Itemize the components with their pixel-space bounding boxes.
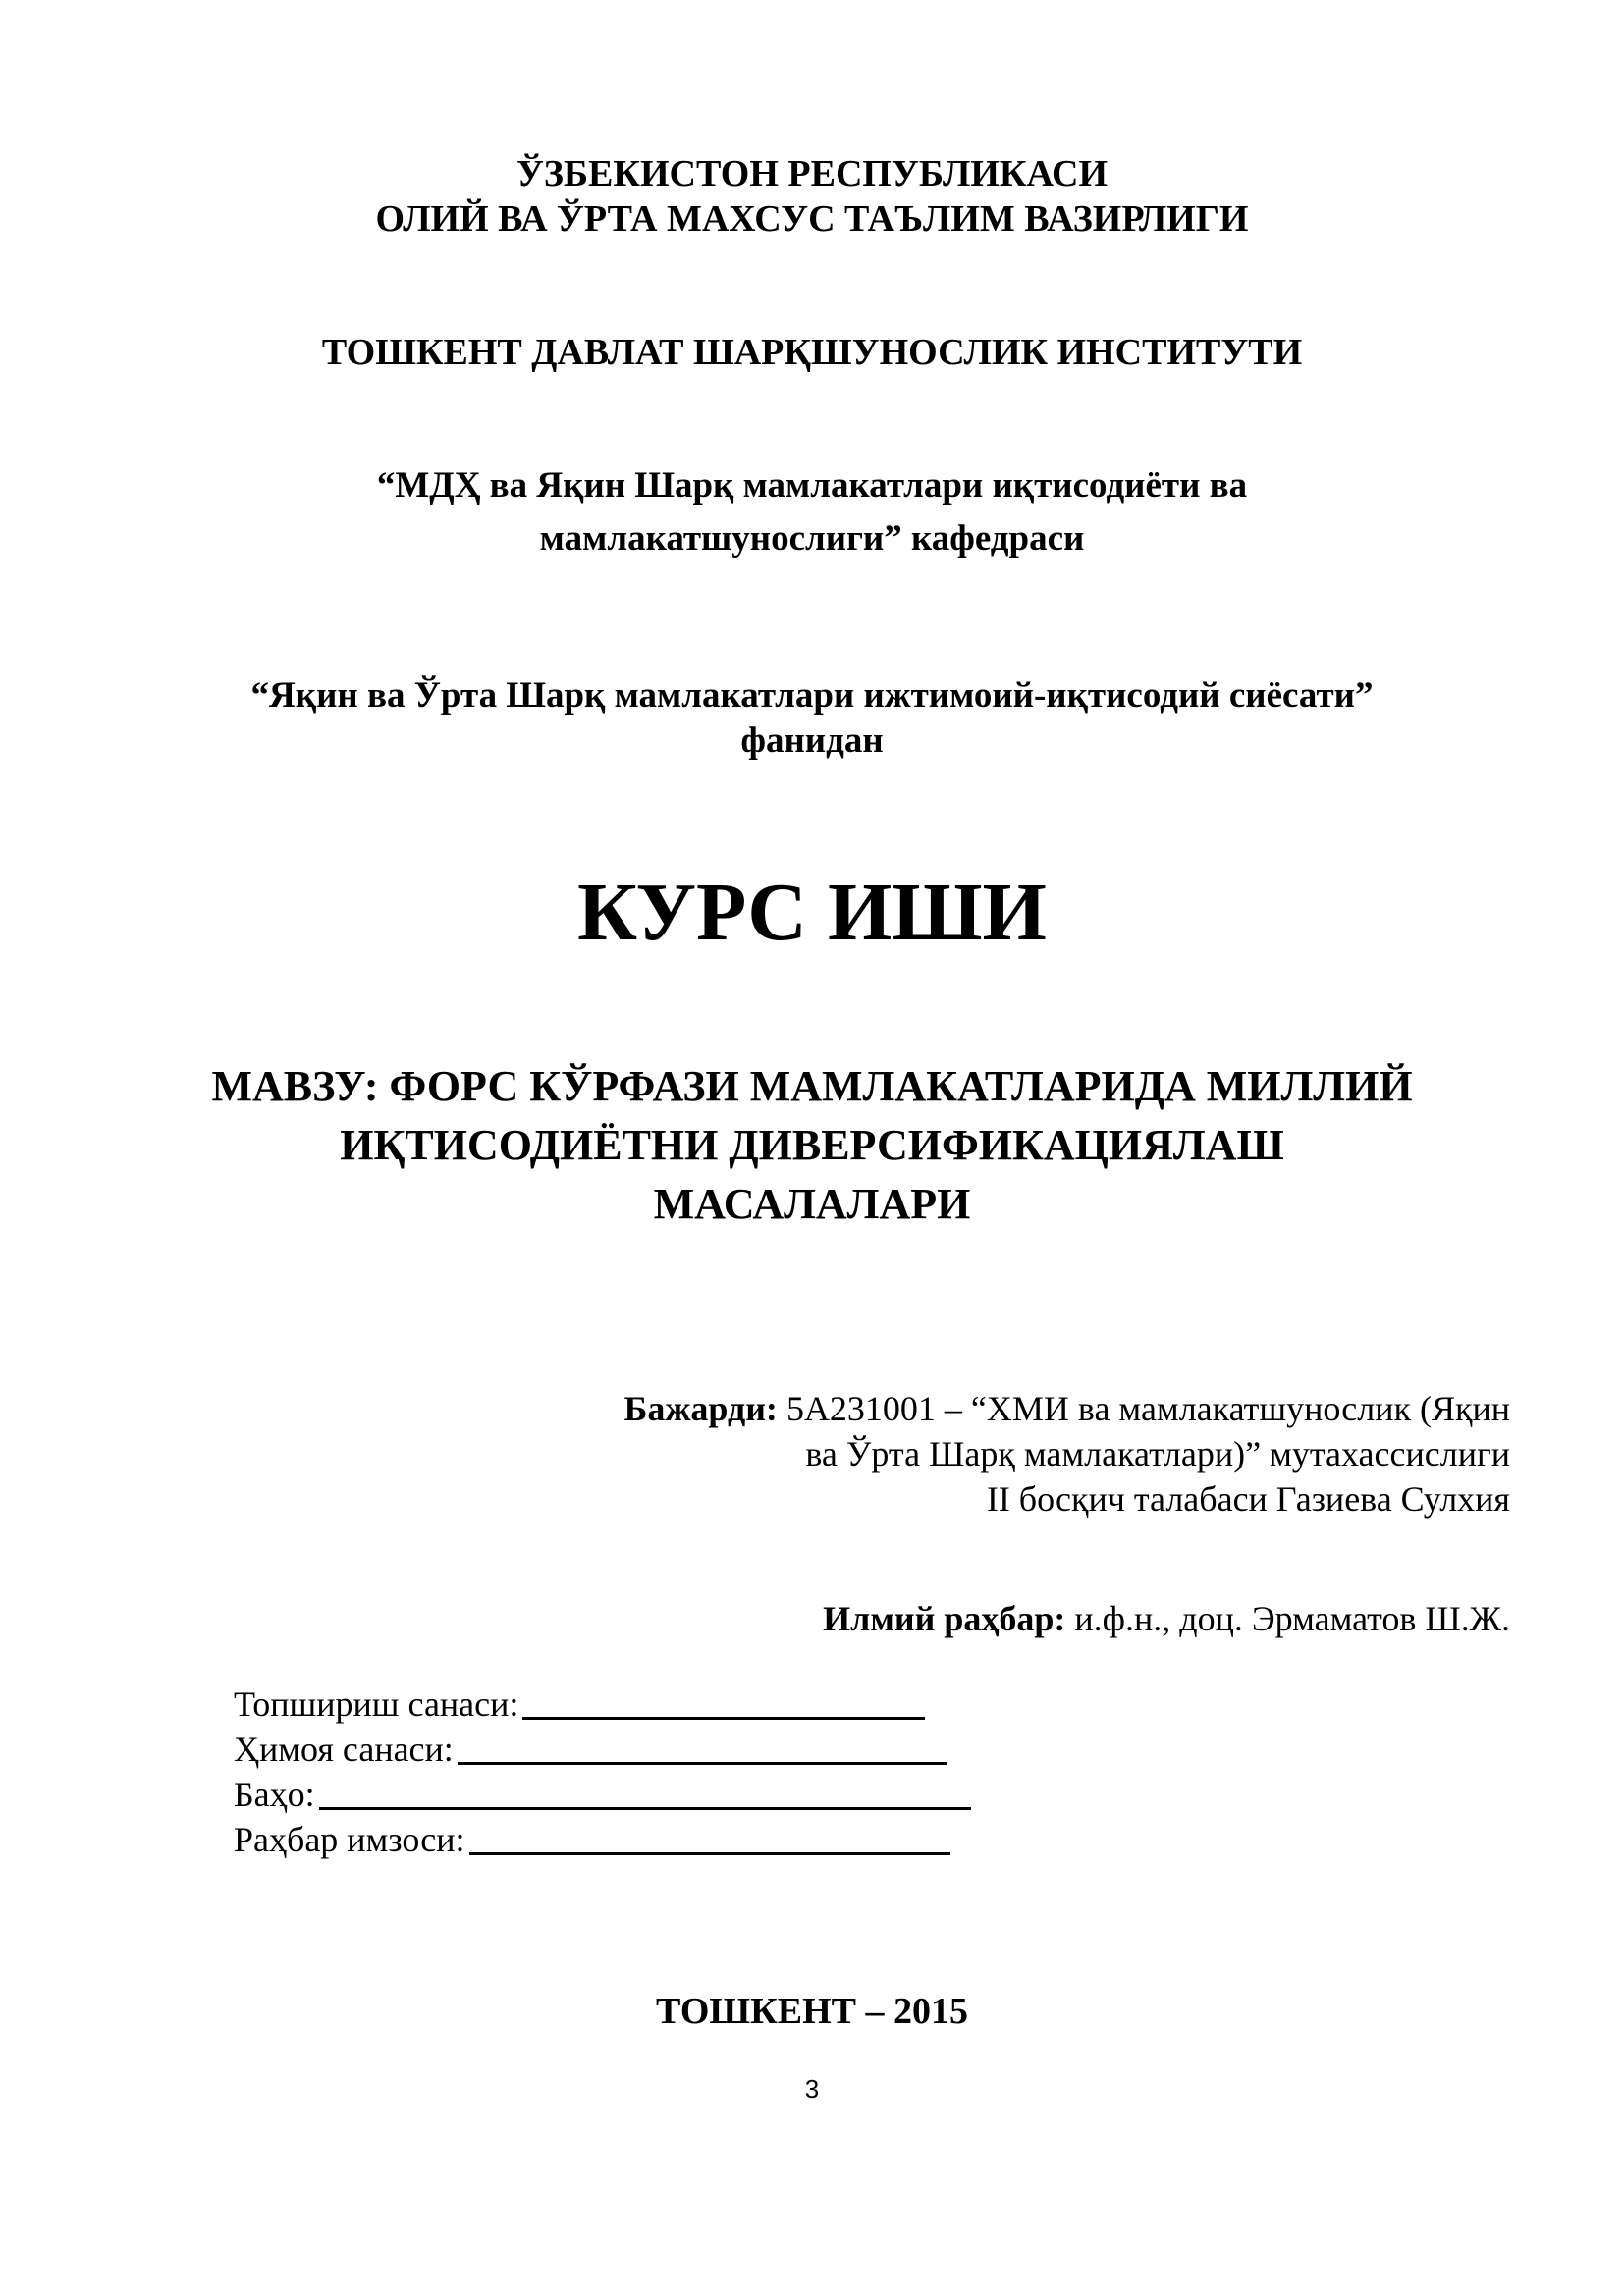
performer-line-1 <box>430 1386 1510 1431</box>
grade-row <box>234 1772 980 1817</box>
city-year: ТОШКЕНТ – 2015 <box>656 1991 968 2032</box>
submission-date-label: Топшириш санаси: <box>234 1684 519 1724</box>
signature-fields <box>234 1682 980 1862</box>
performer-label: Бажарди: <box>623 1389 778 1428</box>
advisor-block <box>430 1596 1510 1641</box>
ministry-line-2: ОЛИЙ ВА ЎРТА МАХСУС ТАЪЛИМ ВАЗИРЛИГИ <box>375 198 1249 240</box>
grade-label: Баҳо: <box>234 1775 315 1814</box>
submission-date-row <box>234 1682 980 1727</box>
advisor-name: и.ф.н., доц. Эрмаматов Ш.Ж. <box>1065 1599 1510 1638</box>
defense-date-line[interactable] <box>458 1762 947 1765</box>
advisor-signature-line[interactable] <box>469 1852 950 1855</box>
page-number: 3 <box>804 2074 820 2104</box>
institute-name: ТОШКЕНТ ДАВЛАТ ШАРҚШУНОСЛИК ИНСТИТУТИ <box>321 332 1303 373</box>
ministry-heading <box>0 151 1624 241</box>
performer-block <box>430 1386 1510 1522</box>
defense-date-row <box>234 1727 980 1772</box>
performer-line-3: II босқич талабаси Газиева Сулхия <box>986 1479 1510 1519</box>
topic-line-3: МАСАЛАЛАРИ <box>653 1180 971 1228</box>
advisor-label: Илмий раҳбар: <box>823 1599 1066 1638</box>
department-line-1: “МДҲ ва Яқин Шарқ мамлакатлари иқтисодиёти ва <box>376 465 1248 506</box>
department-heading <box>0 459 1624 565</box>
department-line-2: мамлакатшунослиги” кафедраси <box>539 518 1085 559</box>
performer-line-2: ва Ўрта Шарқ мамлакатлари)” мутахассислиги <box>805 1434 1510 1473</box>
subject-heading <box>0 673 1624 764</box>
institute-heading <box>0 330 1624 375</box>
topic-line-2: ИҚТИСОДИЁТНИ ДИВЕРСИФИКАЦИЯЛАШ <box>340 1121 1284 1169</box>
subject-line-2: фанидан <box>740 721 884 761</box>
defense-date-label: Ҳимоя санаси: <box>234 1730 454 1769</box>
document-type-title <box>0 864 1624 962</box>
advisor-signature-row <box>234 1817 980 1862</box>
performer-program: 5А231001 – “ХМИ ва мамлакатшунослик (Яқин <box>777 1389 1510 1428</box>
advisor-signature-label: Раҳбар имзоси: <box>234 1820 465 1859</box>
grade-line[interactable] <box>319 1807 971 1810</box>
topic-line-1: МАВЗУ: ФОРС КЎРФАЗИ МАМЛАКАТЛАРИДА МИЛЛИЙ <box>211 1062 1413 1110</box>
document-type: КУРС ИШИ <box>577 867 1047 958</box>
ministry-line-1: ЎЗБЕКИСТОН РЕСПУБЛИКАСИ <box>515 153 1109 194</box>
subject-line-1: “Яқин ва Ўрта Шарқ мамлакатлари ижтимоий-иқтисодий сиёсати” <box>250 675 1374 716</box>
advisor-line <box>430 1596 1510 1641</box>
submission-date-line[interactable] <box>522 1717 925 1720</box>
topic-title <box>0 1057 1624 1234</box>
